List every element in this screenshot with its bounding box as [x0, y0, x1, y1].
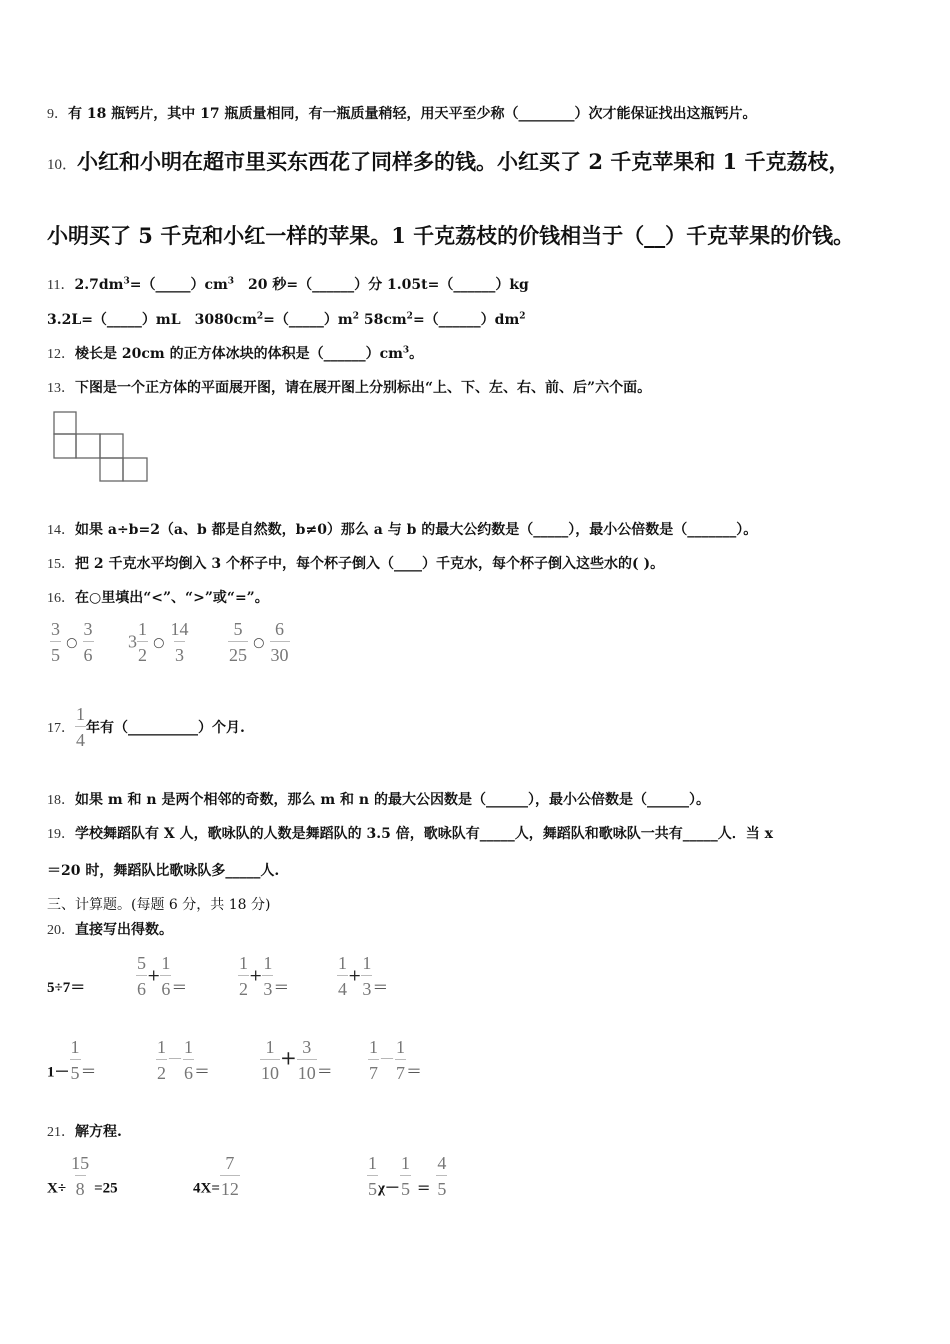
question-text: 在○里填出“<”、“>”或“=”。	[75, 590, 269, 606]
fraction	[367, 1154, 378, 1198]
q20-r2-item-3	[368, 1038, 422, 1082]
denominator: 12	[220, 1175, 240, 1198]
numerator: 6	[275, 619, 285, 639]
denominator: 4	[75, 726, 86, 749]
denominator: 5	[436, 1175, 447, 1198]
compare-circle: ○	[66, 635, 78, 651]
fraction	[50, 620, 61, 664]
equals: ＝	[406, 1061, 423, 1081]
question-19-line-2: ＝20 时，舞蹈队比歌咏队多_____人.	[47, 863, 280, 879]
denominator: 8	[75, 1175, 86, 1198]
numerator: 4	[437, 1153, 447, 1173]
question-number: 17．	[47, 721, 75, 736]
question-text: 如果 a÷b=2（a、b 都是自然数，b≠0）那么 a 与 b 的最大公约数是（_____），最小公倍数是（_______）。	[75, 522, 758, 538]
q20-r1-item-2	[238, 954, 289, 998]
fraction	[160, 954, 171, 998]
cube-net-diagram	[50, 410, 152, 486]
fraction	[436, 1154, 447, 1198]
sup: 2	[519, 311, 526, 322]
fraction	[368, 1038, 379, 1082]
q21-equation-2	[193, 1154, 240, 1198]
denominator: 10	[297, 1059, 317, 1082]
fraction	[70, 1154, 90, 1198]
denominator: 2	[137, 641, 148, 664]
equals: ＝	[171, 977, 188, 997]
denominator: 3	[174, 641, 185, 664]
q11-line2-a: 3.2L=（_____）mL 3080cm	[47, 312, 257, 328]
prefix: 1－	[47, 1064, 70, 1081]
question-15	[47, 553, 664, 573]
question-text: 直接写出得数。	[75, 922, 173, 938]
q11-part-b: =（_____）cm	[129, 277, 228, 293]
question-number: 18．	[47, 793, 75, 808]
question-number: 20．	[47, 923, 75, 938]
fraction	[70, 1038, 81, 1082]
q11-line2-d: =（______）dm	[412, 312, 520, 328]
fraction	[297, 1038, 317, 1082]
mixed-whole: 3	[128, 631, 137, 652]
operator: －	[167, 1049, 184, 1069]
prefix: X÷	[47, 1180, 67, 1197]
denominator: 4	[337, 975, 348, 998]
fraction	[361, 954, 372, 998]
question-text: 小红和小明在超市里买东西花了同样多的钱。小红买了 2 千克苹果和 1 千克荔枝，	[77, 149, 850, 174]
numerator: 1	[184, 1037, 194, 1057]
q21-equation-3	[367, 1154, 447, 1198]
denominator: 2	[238, 975, 249, 998]
suffix: =25	[94, 1180, 118, 1197]
sup: 3	[402, 345, 410, 356]
fraction	[238, 954, 249, 998]
q20-r2-item-2	[260, 1038, 333, 1082]
net-face	[54, 412, 76, 434]
operator: +	[147, 965, 161, 985]
fraction	[170, 620, 190, 664]
numerator: 1	[157, 1037, 166, 1057]
numerator: 1	[338, 953, 347, 973]
denominator: 3	[361, 975, 372, 998]
equals: ＝	[372, 977, 389, 997]
numerator: 7	[225, 1153, 235, 1173]
denominator: 6	[136, 975, 147, 998]
section-heading: 三、计算题。(每题 6 分，共 18 分)	[47, 897, 271, 913]
fraction	[183, 1038, 194, 1082]
question-number: 12．	[47, 347, 75, 362]
denominator: 7	[395, 1059, 406, 1082]
numerator: 1	[239, 953, 248, 973]
question-19-line-1	[47, 823, 773, 843]
denominator: 5	[400, 1175, 411, 1198]
q20-r1-item-1	[136, 954, 187, 998]
numerator: 3	[51, 619, 60, 639]
question-text: 把 2 千克水平均倒入 3 个杯子中，每个杯子倒入（____）千克水，每个杯子倒入这些水的( )。	[75, 556, 665, 572]
denominator: 5	[367, 1175, 378, 1198]
numerator: 1	[362, 953, 372, 973]
numerator: 1	[400, 1153, 410, 1173]
numerator: 1	[263, 953, 273, 973]
fraction	[400, 1154, 411, 1198]
question-11-line-1	[47, 274, 529, 294]
question-number: 21．	[47, 1125, 75, 1140]
question-17	[47, 705, 245, 749]
question-number: 9．	[47, 107, 68, 122]
q20-r1-first: 5÷7＝	[47, 980, 86, 996]
net-face	[100, 434, 123, 458]
numerator: 14	[170, 619, 189, 639]
equals: ＝	[194, 1061, 211, 1081]
numerator: 1	[368, 1153, 377, 1173]
question-13	[47, 377, 651, 397]
fraction	[136, 954, 147, 998]
sup: 2	[406, 311, 413, 322]
denominator: 2	[156, 1059, 167, 1082]
fraction	[220, 1154, 240, 1198]
question-11-line-2	[47, 309, 526, 329]
equals: ＝	[316, 1061, 333, 1081]
net-face	[54, 434, 76, 458]
operator: +	[280, 1045, 297, 1070]
numerator: 1	[138, 619, 147, 639]
net-face	[100, 458, 123, 481]
denominator: 6	[83, 641, 94, 664]
numerator: 1	[76, 704, 85, 724]
net-face	[76, 434, 100, 458]
numerator: 1	[161, 953, 171, 973]
denominator: 6	[160, 975, 171, 998]
numerator: 5	[233, 619, 243, 639]
q16-item-3	[228, 620, 290, 664]
question-10-line-2: 小明买了 5 千克和小红一样的苹果。1 千克荔枝的价钱相当于（__）千克苹果的价钱。	[47, 223, 855, 248]
numerator: 3	[302, 1037, 312, 1057]
fraction	[75, 705, 86, 749]
equals: ＝	[80, 1061, 97, 1081]
question-number: 11．	[47, 278, 75, 293]
question-text: 学校舞蹈队有 X 人，歌咏队的人数是舞蹈队的 3.5 倍，歌咏队有_____人，舞蹈队和歌咏队一共有_____人．当 x	[75, 826, 773, 842]
denominator: 10	[260, 1059, 280, 1082]
q20-r2-first	[47, 1038, 97, 1082]
sup: 2	[256, 311, 264, 322]
question-text: 如果 m 和 n 是两个相邻的奇数，那么 m 和 n 的最大公因数是（______），最小公倍数是（______）。	[75, 792, 710, 808]
punct: 。	[409, 346, 424, 362]
question-text: 解方程.	[75, 1124, 122, 1140]
denominator: 6	[183, 1059, 194, 1082]
q16-item-2	[128, 620, 190, 664]
compare-circle: ○	[253, 635, 265, 651]
q16-item-1	[50, 620, 94, 664]
question-number: 10．	[47, 157, 78, 173]
sup: 2	[352, 311, 359, 322]
prefix: 4X=	[193, 1180, 220, 1197]
q11-part-c: 20 秒=（______）分 1.05t=（______）kg	[234, 277, 529, 293]
sup: 3	[123, 276, 130, 287]
question-21	[47, 1121, 122, 1141]
question-16	[47, 587, 269, 607]
fraction	[156, 1038, 167, 1082]
fraction	[270, 620, 290, 664]
fraction	[83, 620, 94, 664]
numerator: 1	[396, 1037, 406, 1057]
question-20	[47, 919, 173, 939]
operator: －	[379, 1049, 396, 1069]
question-10-line-1	[47, 146, 849, 176]
compare-circle: ○	[153, 635, 165, 651]
fraction	[137, 620, 148, 664]
question-number: 19．	[47, 827, 75, 842]
fraction	[395, 1038, 406, 1082]
question-text: 年有（__________）个月.	[86, 720, 245, 736]
fraction	[228, 620, 248, 664]
q20-r1-item-3	[337, 954, 388, 998]
numerator: 1	[70, 1037, 80, 1057]
numerator: 15	[71, 1153, 90, 1173]
q20-r2-item-1	[156, 1038, 210, 1082]
denominator: 5	[70, 1059, 81, 1082]
question-18	[47, 789, 710, 809]
variable: χ－	[378, 1180, 400, 1197]
numerator: 1	[265, 1037, 275, 1057]
question-text: 棱长是 20cm 的正方体冰块的体积是（______）cm	[75, 346, 403, 362]
net-face	[123, 458, 147, 481]
question-14	[47, 519, 757, 539]
denominator: 5	[50, 641, 61, 664]
question-number: 13．	[47, 381, 75, 396]
question-number: 14．	[47, 523, 75, 538]
equals: =	[416, 1177, 431, 1197]
equals: ＝	[273, 977, 290, 997]
question-text: 下图是一个正方体的平面展开图，请在展开图上分别标出“上、下、左、右、前、后”六个面。	[75, 380, 652, 396]
sup: 3	[227, 276, 235, 287]
fraction	[260, 1038, 280, 1082]
denominator: 7	[368, 1059, 379, 1082]
numerator: 5	[137, 953, 146, 973]
question-number: 15．	[47, 557, 75, 572]
numerator: 3	[83, 619, 93, 639]
fraction	[262, 954, 273, 998]
question-9	[47, 103, 756, 123]
question-12	[47, 343, 423, 363]
fraction	[337, 954, 348, 998]
q11-line2-b: =（_____）m	[263, 312, 353, 328]
question-text: 有 18 瓶钙片，其中 17 瓶质量相同，有一瓶质量稍轻，用天平至少称（________）次才能保证找出这瓶钙片。	[68, 106, 757, 122]
q11-line2-c: 58cm	[358, 312, 407, 328]
operator: +	[348, 965, 362, 985]
q21-equation-1	[47, 1154, 118, 1198]
q11-part-a: 2.7dm	[74, 277, 124, 293]
operator: +	[249, 965, 263, 985]
denominator: 3	[262, 975, 273, 998]
denominator: 30	[270, 641, 290, 664]
question-number: 16．	[47, 591, 75, 606]
numerator: 1	[369, 1037, 378, 1057]
denominator: 25	[228, 641, 248, 664]
